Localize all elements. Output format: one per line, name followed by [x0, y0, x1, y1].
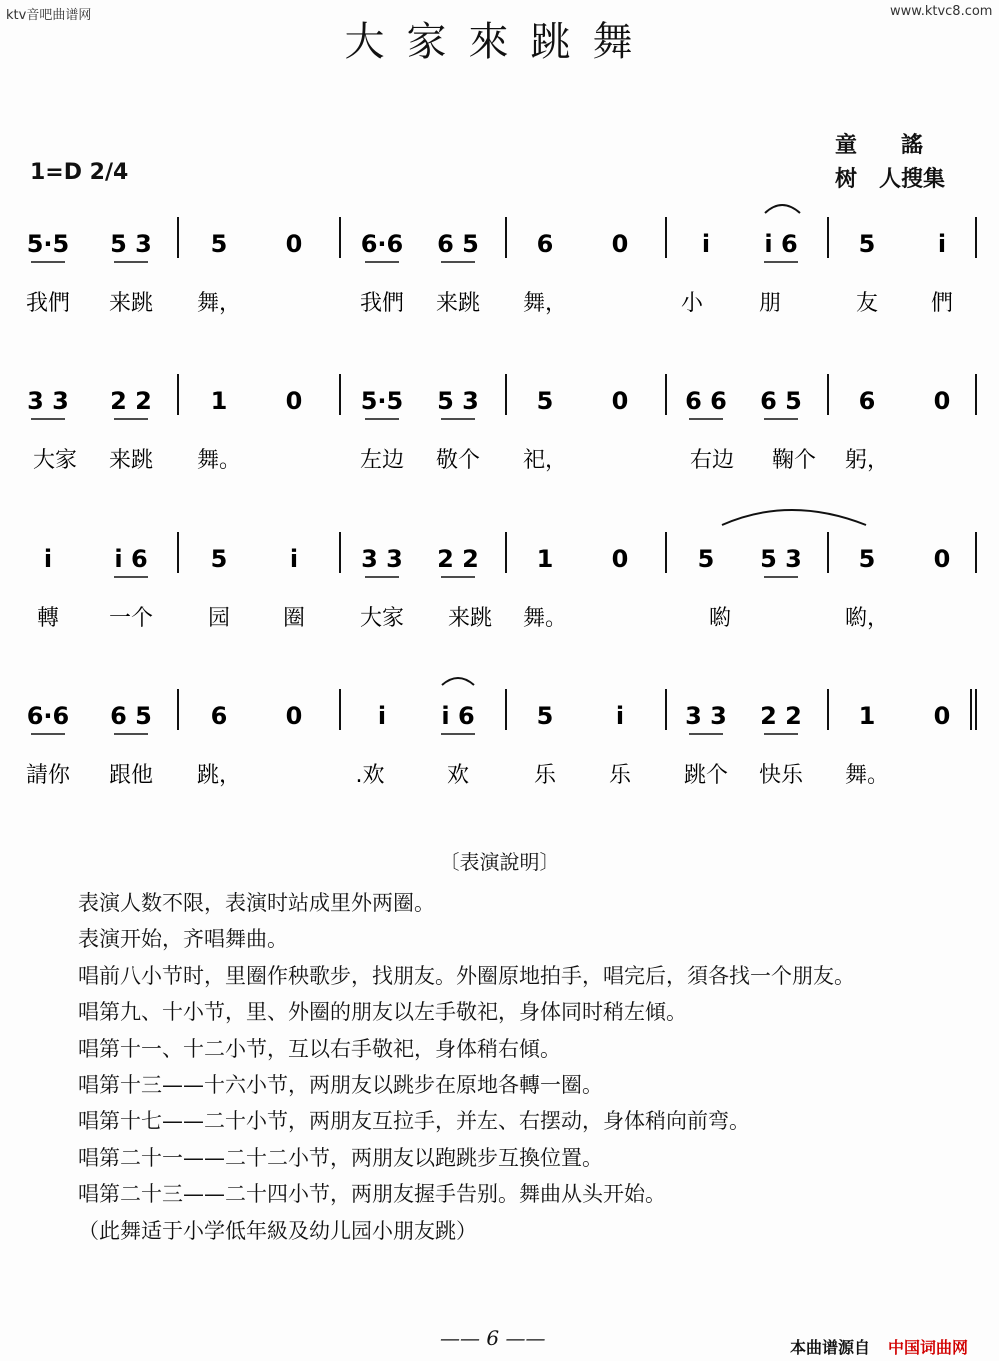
lyric-syllable: 大家: [359, 606, 405, 631]
lyric-syllable: 乐: [608, 763, 632, 788]
score-note: 5: [536, 702, 554, 730]
score-note: 6 6: [685, 387, 727, 415]
lyric-syllable: 們: [930, 291, 954, 316]
score-note: 0: [933, 387, 951, 415]
score-note: 6: [858, 387, 876, 415]
score-note: i 6: [441, 702, 475, 730]
lyric-syllable: 朋: [758, 291, 782, 316]
source-credit: [790, 1335, 968, 1358]
score-note: 2 2: [437, 545, 479, 573]
score-note: 0: [933, 545, 951, 573]
note-line: 表演人数不限，表演时站成里外两圈。: [78, 891, 435, 915]
lyric-syllable: 敬个: [435, 448, 481, 473]
note-line: （此舞适于小学低年級及幼儿园小朋友跳）: [78, 1218, 477, 1243]
score-note: i: [289, 545, 299, 573]
lyric-syllable: 来跳: [108, 448, 154, 473]
lyric-syllable: 大家: [32, 448, 78, 473]
lyric-syllable: .欢: [355, 763, 385, 788]
collector-label: 树 人搜集: [835, 167, 946, 192]
score-note: 6·6: [26, 702, 70, 730]
score-note: 3 3: [361, 545, 403, 573]
note-line: 唱前八小节时，里圈作秧歌步，找朋友。外圈原地拍手，唱完后，須各找一个朋友。: [78, 963, 855, 988]
lyric-syllable: 喲: [708, 606, 732, 631]
score-note: 0: [285, 387, 303, 415]
slur-arc: [722, 510, 866, 525]
score-note: i: [615, 702, 625, 730]
lyric-syllable: 跟他: [108, 763, 154, 788]
score-note: 5: [697, 545, 715, 573]
score-note: 5: [210, 230, 228, 258]
score-note: 6: [210, 702, 228, 730]
lyric-syllable: 喲，: [844, 606, 890, 631]
lyric-syllable: 来跳: [447, 606, 493, 631]
watermark-right: www.ktvc8.com: [890, 4, 993, 19]
genre-label: 童 謠: [835, 133, 924, 158]
lyric-syllable: 右边: [689, 448, 735, 473]
page-number: —— 6 ——: [440, 1326, 546, 1350]
score-note: 5 3: [760, 545, 802, 573]
score-note: i: [937, 230, 947, 258]
score-note: 6 5: [760, 387, 802, 415]
lyric-syllable: 圈: [282, 606, 306, 631]
numbered-score: [0, 195, 999, 795]
score-note: 6 5: [110, 702, 152, 730]
song-title: 大家來跳舞: [344, 19, 655, 65]
key-signature: 1=D 2/4: [30, 160, 129, 185]
lyric-syllable: 一个: [108, 606, 154, 631]
score-note: 6 5: [437, 230, 479, 258]
watermark-left: ktv音吧曲谱网: [6, 8, 92, 23]
slur-arc: [765, 205, 800, 213]
score-note: i: [377, 702, 387, 730]
score-note: 5: [858, 230, 876, 258]
lyric-syllable: 舞。: [196, 448, 242, 473]
lyric-syllable: 舞，: [196, 291, 242, 316]
score-note: 0: [933, 702, 951, 730]
score-note: 5·5: [360, 387, 404, 415]
score-note: 0: [611, 230, 629, 258]
note-line: 唱第二十三——二十四小节，两朋友握手告别。舞曲从头开始。: [78, 1182, 666, 1207]
lyric-syllable: 来跳: [435, 291, 481, 316]
lyric-syllable: 我們: [359, 291, 405, 316]
score-note: 5 3: [437, 387, 479, 415]
score-note: i: [701, 230, 711, 258]
score-note: 0: [611, 387, 629, 415]
lyric-syllable: 园: [207, 606, 231, 631]
lyric-syllable: 来跳: [108, 291, 154, 316]
source-label: 本曲谱源自: [790, 1338, 871, 1357]
lyric-syllable: 跳，: [196, 763, 242, 788]
source-site: 中国词曲网: [888, 1338, 969, 1357]
score-note: 3 3: [685, 702, 727, 730]
note-line: 表演开始，齐唱舞曲。: [78, 927, 288, 952]
score-note: i: [43, 545, 53, 573]
lyric-syllable: 友: [855, 291, 879, 316]
slur-arc: [442, 678, 474, 685]
score-note: 5 3: [110, 230, 152, 258]
lyric-syllable: 我們: [25, 291, 71, 316]
score-note: 1: [210, 387, 228, 415]
lyric-syllable: 請你: [25, 763, 71, 788]
score-note: i 6: [764, 230, 798, 258]
lyric-syllable: 左边: [359, 448, 405, 473]
notes-heading: 〔表演說明〕: [439, 850, 560, 874]
lyric-syllable: 欢: [446, 763, 470, 788]
score-note: 0: [285, 702, 303, 730]
lyric-syllable: 舞。: [844, 763, 890, 788]
note-line: 唱第十七——二十小节，两朋友互拉手，并左、右摆动，身体稍向前弯。: [78, 1109, 750, 1134]
lyric-syllable: 跳个: [683, 763, 729, 788]
lyric-syllable: 祀，: [522, 448, 568, 473]
lyric-syllable: 小: [680, 291, 704, 316]
score-note: 0: [611, 545, 629, 573]
score-note: 5: [536, 387, 554, 415]
score-note: 1: [536, 545, 554, 573]
note-line: 唱第二十一——二十二小节，两朋友以跑跳步互換位置。: [78, 1145, 603, 1170]
lyric-syllable: 轉: [36, 606, 60, 631]
note-line: 唱第十三——十六小节，两朋友以跳步在原地各轉一圈。: [78, 1073, 603, 1098]
lyric-syllable: 鞠个: [771, 448, 817, 473]
score-note: 2 2: [760, 702, 802, 730]
score-note: 0: [285, 230, 303, 258]
score-note: 2 2: [110, 387, 152, 415]
score-note: 1: [858, 702, 876, 730]
lyric-syllable: 乐: [533, 763, 557, 788]
note-line: 唱第九、十小节，里、外圈的朋友以左手敬祀，身体同时稍左傾。: [78, 1000, 687, 1025]
score-note: 5: [210, 545, 228, 573]
score-note: 5·5: [26, 230, 70, 258]
lyric-syllable: 快乐: [758, 763, 804, 788]
score-note: 3 3: [27, 387, 69, 415]
score-note: i 6: [114, 545, 148, 573]
score-note: 6·6: [360, 230, 404, 258]
lyric-syllable: 躬，: [844, 448, 890, 473]
lyric-syllable: 舞。: [522, 606, 568, 631]
lyric-syllable: 舞，: [522, 291, 568, 316]
score-note: 6: [536, 230, 554, 258]
score-note: 5: [858, 545, 876, 573]
performance-notes: [78, 885, 958, 1249]
note-line: 唱第十一、十二小节，互以右手敬祀，身体稍右傾。: [78, 1036, 561, 1061]
